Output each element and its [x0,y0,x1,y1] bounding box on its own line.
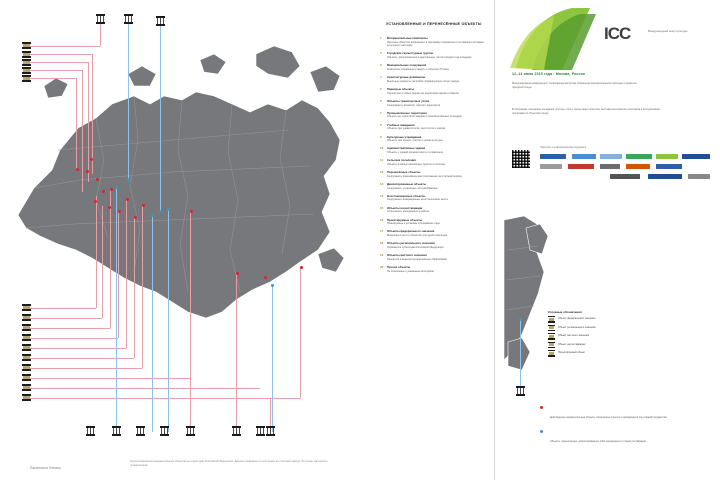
monument-icon [266,426,275,436]
connector-line-red [30,70,82,71]
monument-icon [232,426,241,436]
map-dot-red [126,198,129,201]
color-key [540,405,700,453]
sponsor-logo [688,174,710,179]
connector-line-blue [116,188,117,432]
monument-icon [22,67,31,74]
legend-item-label: Проектируемый объект [558,351,586,354]
list-item-number: 10 [380,146,384,151]
map-dot-red [102,190,105,193]
sponsor-logo [682,154,710,159]
connector-line-red [88,62,89,182]
inset-connector-line-blue [520,320,521,388]
map-dot-red [76,168,79,171]
list-item [380,135,490,143]
list-item-number: 6 [380,98,382,103]
sponsor-logo [540,154,566,159]
list-item-body: Скульптуры и малые формы на территории парков и скверов. [387,91,460,95]
map-footnote: Карта размещения монументальных объектов на территории Российской Федерации. Данные приведены по состоянию на отчётный период. Источник: материалы организаторов. [130,460,328,468]
monument-icon [22,344,31,351]
logo-subtitle: Международный центр культуры [648,30,688,33]
list-item-heading: Мемориальные сооружения [387,63,427,68]
list-item-body: Планируемые к установке в ближайшие годы. [387,222,441,226]
list-item-heading: Объекты регионального значения [387,241,435,246]
list-item-heading: Объекты транспортных узлов [387,98,430,103]
monument-icon [136,426,145,436]
list-item-body: Объекты при университетах, институтах и школах. [387,127,446,131]
list-item-number: 8 [380,122,382,127]
list-item [380,194,490,202]
sponsor-logo [656,154,678,159]
list-item-heading: Архитектурные доминанты [387,75,426,80]
monument-icon [548,350,555,357]
monument-icon [22,51,31,58]
legend-item [548,350,668,357]
connector-line-red [270,398,271,426]
legend-item-label: Объект на реставрации [558,342,586,346]
monument-icon [22,334,31,341]
monument-icon [548,342,555,349]
monument-icon [112,426,121,436]
list-item-body: Объекты в малых населённых пунктах и посёлках. [387,162,446,166]
list-item [380,87,490,95]
list-item-body: Сооружения, утраченные или разобранные. [387,186,439,190]
sponsor-row [540,154,712,160]
list-item [380,63,490,71]
connector-line-red [300,268,301,398]
list-item-body: Охраняются субъектами Российской Федерации. [387,245,445,249]
list-item-number: 4 [380,75,382,80]
connector-line-red [30,318,102,319]
logo-swoosh-icon [510,6,606,72]
list-item-body: Сооружения, находящиеся в работе. [387,210,430,214]
monument-icon [22,75,31,82]
map-dot-red [108,206,111,209]
monument-icon [22,364,31,371]
connector-line-red [30,358,134,359]
list-item-body: Сооружения, возвращённые на исторические места. [387,198,449,202]
connector-line-blue [152,216,153,432]
monument-icon [156,16,165,26]
list-item-heading: Учебные заведения [387,122,415,127]
map-dot-blue [271,284,274,287]
logo-wordmark: ICC [604,24,631,43]
connector-line-blue [128,20,129,180]
sponsor-logo [600,154,622,159]
map-dot-red [190,210,193,213]
legend-item [548,333,668,340]
event-body: Международная конференция, посвящённая вопросам сохранения монументального наследия и развития городской среды. [512,82,637,89]
connector-line-red [92,54,93,174]
legend-item-label: Объект регионального значения [558,325,596,329]
connector-line-blue [168,210,169,432]
key-dot-red-icon [540,406,543,409]
list-item-heading: Демонтированные объекты [387,181,426,186]
map-dot-red [236,272,239,275]
header-panel [496,0,720,208]
list-item-heading: Сельские поселения [387,158,416,163]
monument-icon [256,426,265,436]
monument-icon [548,325,555,332]
list-item-body: Объекты у зданий органов власти и управления. [387,151,444,154]
map-dot-red [94,200,97,203]
list-item [380,158,490,166]
list-item-heading: Городские скульптурные группы [387,51,434,56]
list-item [380,206,490,214]
legend-item [548,316,668,323]
map-dot-blue [127,178,130,181]
sponsor-logo [648,174,682,179]
connector-line-blue [272,286,273,432]
list-item-body: Объекты при музеях, театрах и домах культуры. [387,139,444,143]
map-dot-red [264,276,267,279]
connector-line-red [30,54,92,55]
text-column [372,0,494,480]
connector-line-red [82,70,83,192]
list-item-body: Комплексы, созданные в память о событиях XX века. [387,67,450,71]
list-item-number: 3 [380,63,382,68]
list-item-body: Высотные элементы застройки, формирующие силуэт города. [387,79,460,83]
monument-icon [186,426,195,436]
connector-line-red [30,46,100,47]
list-item-number: 18 [380,241,384,246]
inset-map-panel [496,210,720,480]
map-dot-red [96,178,99,181]
connector-line-red [110,190,111,328]
list-item-heading: Культурные учреждения [387,134,422,139]
list-item-body: Не отнесённые к указанным категориям. [387,269,435,273]
list-item [380,123,490,131]
map-dot-blue [151,214,154,217]
sponsor-logo [572,154,596,159]
list-item [380,253,490,261]
list-item-number: 14 [380,193,384,198]
sponsor-logo [540,164,562,169]
monument-icon [548,333,555,340]
connector-line-red [236,388,237,426]
list-item [380,146,490,154]
sponsor-logo [626,164,650,169]
monument-icon [22,384,31,391]
list-item-body: Сооружения, изменившие местоположение за отчётный период. [387,174,463,178]
map-dot-red [110,188,113,191]
map-dot-red [118,210,121,213]
list-item-heading: Монументальные комплексы [387,36,428,40]
sponsor-logo [656,164,682,169]
connector-line-red [118,212,119,338]
legend [548,310,668,359]
text-column-list [380,36,490,277]
connector-line-red [96,196,97,308]
color-key-text: Действующие монументальные объекты, включённые в реестр и находящиеся под охраной государства. [550,416,668,419]
list-item [380,99,490,107]
map-dot-red [300,266,303,269]
color-key-row [540,429,700,447]
monument-icon [22,324,31,331]
list-item-heading: Объекты на реставрации [387,205,423,210]
list-item-heading: Восстановленные объекты [387,193,426,198]
connector-line-red [30,398,300,399]
map-caption: Памятники Ленину [30,466,62,470]
list-item-heading: Парковые объекты [387,87,414,92]
list-item-body: Объекты на территории заводов и производственных площадок. [387,115,463,119]
monument-icon [548,316,555,323]
connector-line-red [102,206,103,318]
connector-line-red [30,368,142,369]
list-item [380,36,490,48]
list-item-number: 15 [380,205,384,210]
list-item-body: Находятся в ведении муниципальных образований. [387,257,448,261]
monument-icon [22,42,31,49]
event-headline: 12–14 июня 2015 года · Москва, Россия [512,72,585,76]
inset-map-dot-blue [519,318,522,321]
connector-line-red [142,206,143,368]
list-item-number: 7 [380,110,382,115]
color-key-row [540,405,700,423]
list-item-number: 2 [380,51,382,56]
list-item-number: 11 [380,158,384,163]
text-column-title: УСТАНОВЛЕННЫЕ И ПЕРЕНЕСЁННЫЕ ОБЪЕКТЫ [386,22,482,26]
monument-icon [86,426,95,436]
connector-line-red [30,388,260,389]
list-item-number: 19 [380,253,384,258]
list-item-heading: Перенесённые объекты [387,170,421,175]
map-dot-red [134,216,137,219]
legend-title: Условные обозначения [548,310,582,314]
connector-line-red [30,62,88,63]
map-dot-blue [167,208,170,211]
sponsor-logo [626,154,652,159]
monument-icon [22,374,31,381]
list-item-number: 5 [380,87,382,92]
list-item-heading: Административные здания [387,146,426,151]
list-item-heading: Промышленные территории [387,110,427,115]
list-item [380,75,490,83]
key-dot-blue-icon [540,430,543,433]
list-item-number: 1 [380,36,382,40]
list-item [380,51,490,59]
sponsor-row [540,174,712,180]
list-item-body: Перечень объектов, включённых в программу сохранения и реставрации историко-культурного наследия. [387,40,485,48]
connector-line-red [134,218,135,358]
list-item-heading: Объекты местного значения [387,253,427,258]
connector-line-red [30,348,126,349]
list-item-number: 16 [380,217,384,222]
monument-icon [22,304,31,311]
list-item [380,241,490,249]
monument-icon [124,14,133,24]
list-item-number: 9 [380,134,382,139]
legend-item [548,325,668,332]
list-item-body: Объекты, расположенные в центральных частях городов и на площадях. [387,56,473,60]
list-item [380,170,490,178]
map-dot-red [90,158,93,161]
list-item-heading: Прочие объекты [387,264,411,269]
legend-item [548,342,668,349]
list-item [380,111,490,119]
list-item-number: 17 [380,229,384,234]
event-body-secondary: В программе: пленарные заседания, круглые столы, презентации проектов, выставка материалов участников и экскурсионная программа по объектам города. [512,108,660,115]
sponsor-logo [600,164,620,169]
monument-icon [22,59,31,66]
monument-icon [22,354,31,361]
monument-icon [22,394,31,401]
connector-line-red [76,78,77,170]
list-item-body: Включены в реестр объектов культурного наследия. [387,234,448,238]
connector-line-red [30,328,110,329]
list-item-body: Сооружения у вокзалов, портов и аэропортов. [387,103,441,107]
panel-divider [494,0,495,480]
list-item-number: 12 [380,170,384,175]
connector-line-red [30,378,190,379]
map-dot-blue [159,210,162,213]
monument-icon [22,314,31,321]
list-item [380,265,490,273]
list-item-heading: Объекты федерального значения [387,229,435,234]
connector-line-red [30,338,118,339]
monument-icon [516,386,525,396]
monument-icon [96,14,105,24]
connector-line-red [190,212,191,378]
qr-code-icon[interactable] [512,150,530,168]
map-dot-red [86,170,89,173]
list-item-number: 20 [380,264,384,269]
sponsors-label: Партнёры и информационная поддержка [540,146,587,149]
sponsor-logo [610,174,640,179]
monument-icon [160,426,169,436]
sponsor-row [540,164,712,170]
sponsor-logo [568,164,594,169]
list-item [380,229,490,237]
list-item [380,182,490,190]
connector-line-red [30,78,76,79]
connector-line-red [236,274,237,388]
list-item-number: 13 [380,181,384,186]
legend-item-label: Объект местного значения [558,334,590,337]
list-item-heading: Проектируемые объекты [387,217,423,222]
color-key-text: Объекты, перенесённые, демонтированные либо находящиеся в стадии реставрации. [550,440,647,443]
connector-line-red [126,200,127,348]
list-item [380,218,490,226]
map-dot-red [142,204,145,207]
map-dot-blue [115,186,118,189]
connector-line-blue [160,24,161,212]
legend-item-label: Объект федерального значения [558,317,596,320]
connector-line-red [190,378,191,426]
connector-line-red [30,308,96,309]
